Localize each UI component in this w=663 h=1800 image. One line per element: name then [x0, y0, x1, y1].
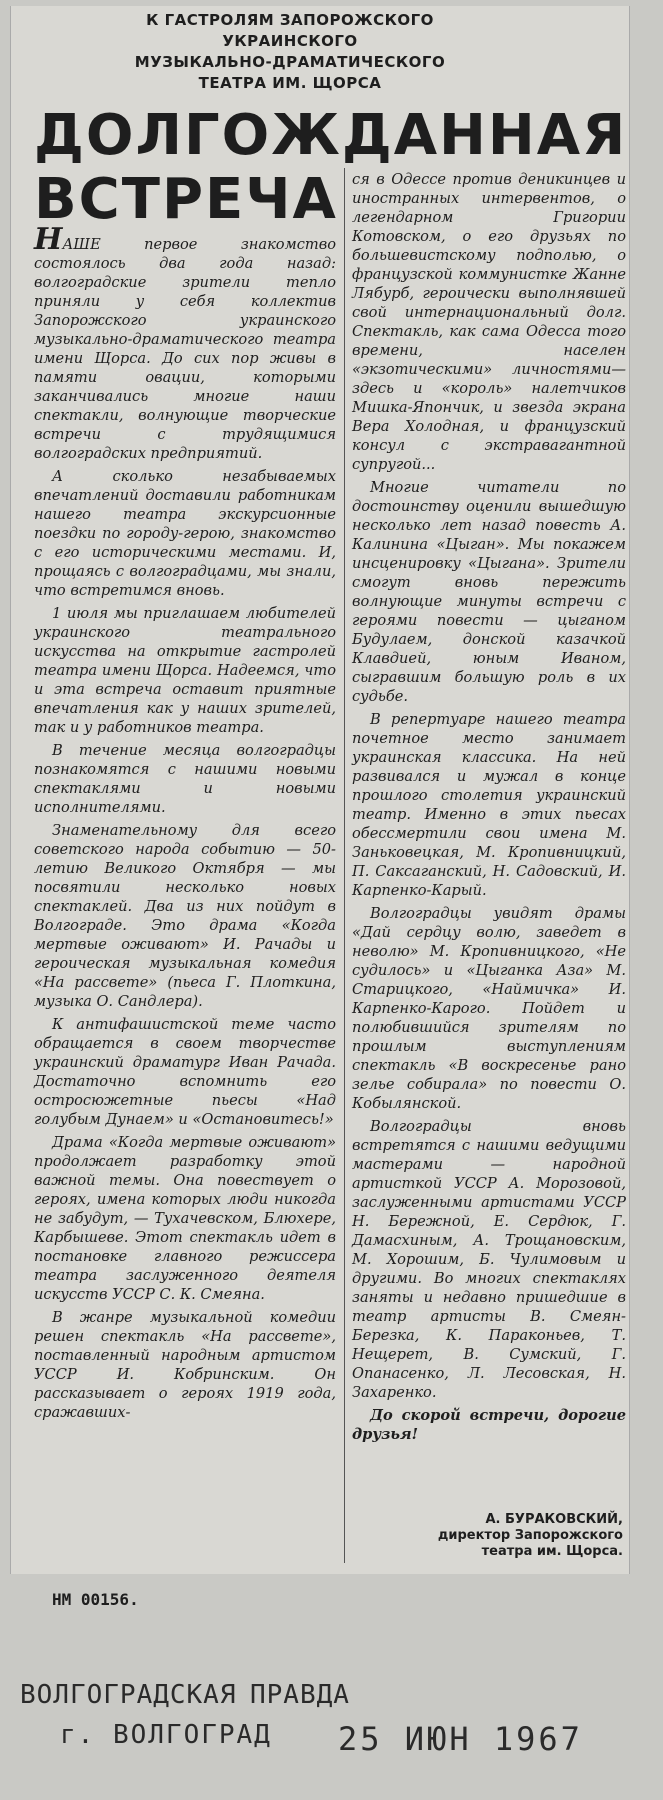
article-paragraph — [34, 1308, 336, 1422]
paragraph-text: Многие читатели по достоинству оценили вышедшую несколько лет назад повесть А. Калинина «Цыган». Мы покажем инсценировку «Цыгана». Зрители смогут вновь пережить волнующие минуты встречи с героями повести — цыганом Будулаем, донской казачкой Клавдией, юным Иваном, сыгравшим большую роль в их судьбе. — [352, 479, 626, 705]
article-paragraph — [34, 821, 336, 1011]
article-paragraph — [352, 1406, 626, 1444]
article-headline — [34, 103, 628, 232]
stamp-date: 25 ИЮН 1967 — [338, 1720, 583, 1758]
column-divider — [344, 168, 345, 1563]
paragraph-text: 1 июля мы приглашаем любителей украинского театрального искусства на открытие гастролей театра имени Щорса. Надеемся, что и эта встреча оставит приятные впечатления как у наших зрителей, так и у работников театра. — [34, 605, 336, 736]
paragraph-text: Волгоградцы вновь встретятся с нашими ведущими мастерами — народной артисткой УССР А. Морозовой, заслуженными артистами УССР Н. Бережной, Е. Сердюк, Г. Дамасхиным, А. Трощановским, М. Хорошим, Б. Чулимовым и другими. Во многих спектаклях заняты и недавно пришедшие в театр артисты В. Смеян-Березка, К. Параконьев, Т. Нещерет, В. Сумский, Г. Опанасенко, Л. Лесовская, Н. Захаренко. — [352, 1118, 626, 1401]
article-paragraph — [352, 904, 626, 1113]
stamp-newspaper-name: ВОЛГОГРАДСКАЯ — [20, 1680, 237, 1710]
author-signature — [363, 1512, 623, 1560]
catalog-code: НМ 00156. — [52, 1590, 139, 1609]
paragraph-text: А сколько незабываемых впечатлений доставили работникам нашего театра экскурсионные поездки по городу-герою, знакомство с его историческими местами. И, прощаясь с волгоградцами, мы знали, что встретимся вновь. — [34, 468, 336, 599]
article-column-left — [34, 222, 336, 1426]
author-role: театра им. Щорса. — [481, 1544, 623, 1559]
kicker-line: МУЗЫКАЛЬНО-ДРАМАТИЧЕСКОГО — [134, 53, 446, 71]
article-paragraph — [352, 710, 626, 900]
paragraph-text: Волгоградцы увидят драмы «Дай сердцу волю, заведет в неволю» М. Кропивницкого, «Не судилось» и «Цыганка Аза» М. Старицкого, «Наймичка» И. Карпенко-Карого. Пойдет и полюбившийся зрителям по прошлым выступлениям спектакль «В воскресенье рано зелье собирала» по повести О. Кобылянской. — [352, 905, 626, 1112]
author-name: А. БУРАКОВСКИЙ, — [485, 1512, 623, 1527]
article-paragraph — [34, 1015, 336, 1129]
article-paragraph — [34, 1133, 336, 1304]
article-paragraph — [352, 170, 626, 474]
author-role: директор Запорожского — [437, 1528, 623, 1543]
newspaper-stamp — [0, 1680, 663, 1790]
paragraph-text: В репертуаре нашего театра почетное место занимает украинская классика. На ней развивался и мужал в конце прошлого столетия украинский театр. Именно в этих пьесах обессмертили свои имена М. Заньковецкая, М. Кропивницкий, П. Саксаганский, Н. Садовский, И. Карпенко-Карый. — [352, 711, 626, 899]
article-paragraph — [34, 222, 336, 463]
paragraph-text: Драма «Когда мертвые оживают» продолжает разработку этой важной темы. Она повествует о героях, имена которых люди никогда не забудут, — Тухачевском, Блюхере, Карбышеве. Этот спектакль идет в постановке главного режиссера театра заслуженного деятеля искусств УССР С. К. Смеяна. — [34, 1134, 336, 1303]
kicker-line: К ГАСТРОЛЯМ ЗАПОРОЖСКОГО УКРАИНСКОГО — [146, 11, 434, 50]
paragraph-text: К антифашистской теме часто обращается в своем творчестве украинский драматург Иван Рачада. Достаточно вспомнить его остросюжетные пьесы «Над голубым Дунаем» и «Остановитесь!» — [34, 1016, 336, 1128]
headline-line: ДОЛГОЖДАННАЯ — [34, 103, 628, 168]
article-paragraph — [34, 604, 336, 737]
paragraph-text: До скорой встречи, дорогие друзья! — [352, 1407, 626, 1443]
paragraph-text: В течение месяца волгоградцы познакомятся с нашими новыми спектаклями и новыми исполнителями. — [34, 742, 336, 816]
paragraph-text: В жанре музыкальной комедии решен спектакль «На рассвете», поставленный народным артистом УССР И. Кобринским. Он рассказывает о героях 1919 года, сражавших- — [34, 1309, 336, 1421]
article-paragraph — [34, 741, 336, 817]
article-paragraph — [352, 478, 626, 706]
paragraph-text: ся в Одессе против деникинцев и иностранных интервентов, о легендарном Григории Котовском, о его друзьях по большевистскому подполью, о французской коммунистке Жанне Лябурб, героически выполнявшей свой интернациональный долг. Спектакль, как сама Одесса того времени, населен «экзотическими» личностями— здесь и «король» налетчиков Мишка-Япончик, и звезда экрана Вера Холодная, и французский консул с экстравагантной супругой... — [352, 171, 626, 473]
stamp-newspaper-name: ПРАВДА — [250, 1680, 350, 1710]
article-paragraph — [352, 1117, 626, 1402]
drop-cap: Н — [34, 222, 63, 257]
article-column-right — [352, 170, 626, 1448]
article-paragraph — [34, 467, 336, 600]
paragraph-text: АШЕ первое знакомство состоялось два года назад: волгоградские зрители тепло приняли у себя коллектив Запорожского украинского музыкально-драматического театра имени Щорса. До сих пор живы в памяти овации, которыми заканчивались многие наши спектакли, волнующие творческие встречи с трудящимися волгоградских предприятий. — [34, 236, 336, 462]
headline-line: ВСТРЕЧА — [34, 167, 338, 232]
article-kicker — [80, 10, 500, 94]
stamp-city: г. ВОЛГОГРАД — [60, 1720, 272, 1750]
paragraph-text: Знаменательному для всего советского народа событию — 50-летию Великого Октября — мы посвятили несколько новых спектаклей. Два из них пойдут в Волгограде. Это драма «Когда мертвые оживают» И. Рачады и героическая музыкальная комедия «На рассвете» (пьеса Г. Плоткина, музыка О. Сандлера). — [34, 822, 336, 1010]
kicker-line: ТЕАТРА ИМ. ЩОРСА — [198, 74, 382, 92]
